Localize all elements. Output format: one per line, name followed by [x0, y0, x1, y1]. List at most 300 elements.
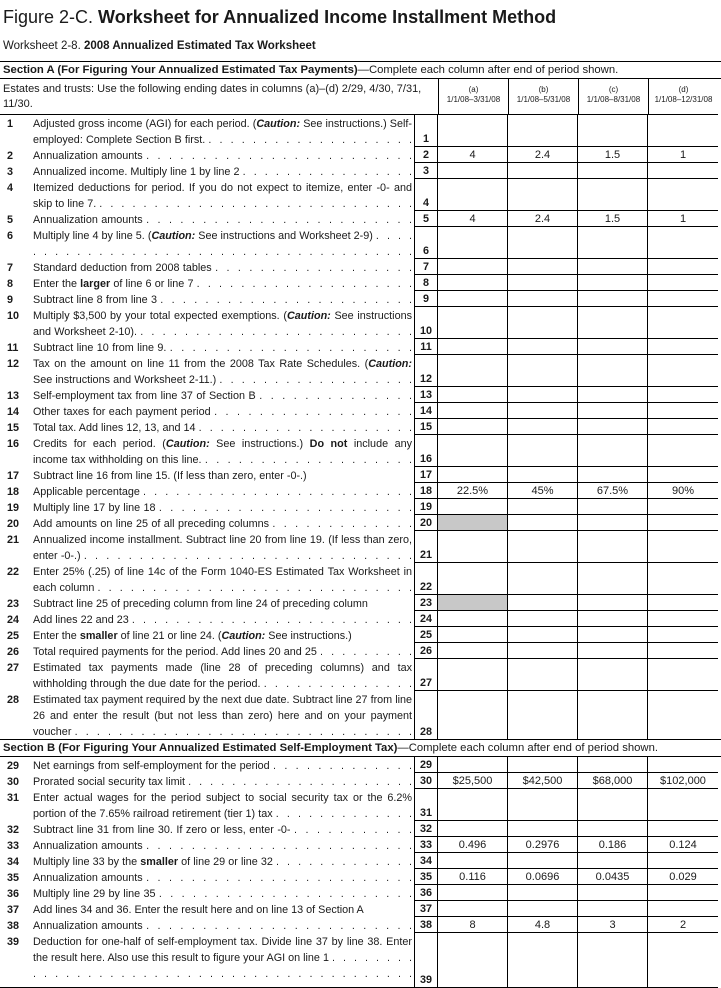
- column-letter: (d): [678, 85, 689, 94]
- value-cell-a: 0.116: [438, 869, 508, 885]
- line-description-cell: [0, 163, 414, 179]
- line-description: Estimated tax payments made (line 28 of preceding columns) and tax withholding through the due date for the period.: [33, 662, 412, 690]
- value-cell-d: [648, 387, 718, 403]
- value-cell-a: [438, 499, 508, 515]
- worksheet-row: [0, 885, 718, 901]
- line-number-cell: 22: [414, 563, 438, 595]
- value-cell-c: [578, 627, 648, 643]
- value-cell-c: [578, 275, 648, 291]
- column-period: 1/1/08–8/31/08: [586, 95, 641, 104]
- line-description: Itemized deductions for period. If you do not expect to itemize, enter -0- and skip to line 7.: [33, 182, 412, 210]
- value-cell-d: [648, 355, 718, 387]
- line-number: 33: [7, 840, 20, 852]
- line-number-cell: 1: [414, 115, 438, 147]
- value-cell-d: [648, 115, 718, 147]
- line-number: 6: [7, 230, 14, 242]
- line-description-cell: [0, 757, 414, 773]
- value-cell-a: [438, 307, 508, 339]
- worksheet-row: [0, 275, 718, 291]
- line-description: Multiply $3,500 by your total expected exemptions. (Caution: See instructions and Worksheet 2-10).: [33, 310, 412, 338]
- value-cell-a: [438, 757, 508, 773]
- column-letter: (b): [538, 85, 549, 94]
- line-description: Estimated tax payment required by the next due date. Subtract line 27 from line 26 and enter the result (but not less than zero) here and on your payment voucher: [33, 694, 412, 738]
- worksheet-row: [0, 163, 718, 179]
- value-cell-c: [578, 227, 648, 259]
- line-description-cell: [0, 515, 414, 531]
- line-number-cell: 28: [414, 691, 438, 739]
- value-cell-a: $25,500: [438, 773, 508, 789]
- line-description: Multiply line 4 by line 5. (Caution: See instructions and Worksheet 2-9): [33, 230, 373, 242]
- section-a-header: [0, 61, 721, 79]
- figure-label: Figure 2-C.: [3, 7, 94, 27]
- value-cell-a: [438, 419, 508, 435]
- line-number-cell: 24: [414, 611, 438, 627]
- line-number: 20: [7, 518, 20, 530]
- value-cell-d: [648, 821, 718, 837]
- table-header-row: [0, 79, 718, 115]
- line-number-cell: 9: [414, 291, 438, 307]
- line-number-cell: 21: [414, 531, 438, 563]
- value-cell-c: [578, 179, 648, 211]
- value-cell-c: $68,000: [578, 773, 648, 789]
- column-letter: (a): [468, 85, 479, 94]
- worksheet-row: [0, 691, 718, 739]
- value-cell-d: 90%: [648, 483, 718, 499]
- line-description: Subtract line 25 of preceding column from line 24 of preceding column: [33, 598, 368, 610]
- line-number: 38: [7, 920, 20, 932]
- column-letter: (c): [608, 85, 619, 94]
- section-b-header: [0, 739, 721, 757]
- column-period: 1/1/08–5/31/08: [516, 95, 571, 104]
- line-description: Subtract line 16 from line 15. (If less than zero, enter -0-.): [33, 470, 307, 482]
- line-description-cell: [0, 853, 414, 869]
- value-cell-c: [578, 291, 648, 307]
- worksheet-row: [0, 147, 718, 163]
- line-number-cell: 5: [414, 211, 438, 227]
- column-header-a: [438, 79, 508, 115]
- value-cell-c: [578, 885, 648, 901]
- value-cell-d: [648, 627, 718, 643]
- line-description-cell: [0, 659, 414, 691]
- value-cell-b: [508, 595, 578, 611]
- line-description: Standard deduction from 2008 tables: [33, 262, 212, 274]
- value-cell-b: [508, 563, 578, 595]
- worksheet-row: [0, 643, 718, 659]
- worksheet-label: Worksheet 2-8.: [3, 40, 81, 52]
- figure-title-text: Worksheet for Annualized Income Installment Method: [98, 7, 557, 27]
- line-description-cell: [0, 291, 414, 307]
- value-cell-d: [648, 275, 718, 291]
- line-number-cell: 23: [414, 595, 438, 611]
- worksheet-row: [0, 917, 718, 933]
- section-b-subtitle: —Complete each column after end of period shown.: [397, 742, 658, 754]
- value-cell-a: [438, 467, 508, 483]
- value-cell-b: [508, 531, 578, 563]
- value-cell-a: [438, 821, 508, 837]
- line-number-cell: 13: [414, 387, 438, 403]
- value-cell-c: [578, 611, 648, 627]
- line-description: Enter actual wages for the period subject to social security tax or the 6.2% portion of the 7.65% railroad retirement (tier 1) tax: [33, 792, 412, 820]
- line-number-cell: 29: [414, 757, 438, 773]
- value-cell-b: [508, 163, 578, 179]
- value-cell-d: $102,000: [648, 773, 718, 789]
- value-cell-c: 0.0435: [578, 869, 648, 885]
- value-cell-c: [578, 853, 648, 869]
- worksheet-row: [0, 853, 718, 869]
- line-number-cell: 17: [414, 467, 438, 483]
- line-description-cell: [0, 419, 414, 435]
- line-number: 8: [7, 278, 14, 290]
- value-cell-d: [648, 419, 718, 435]
- value-cell-c: [578, 531, 648, 563]
- value-cell-a: 0.496: [438, 837, 508, 853]
- value-cell-b: [508, 115, 578, 147]
- value-cell-c: [578, 499, 648, 515]
- value-cell-c: [578, 467, 648, 483]
- value-cell-b: [508, 757, 578, 773]
- value-cell-d: [648, 515, 718, 531]
- value-cell-d: 0.029: [648, 869, 718, 885]
- value-cell-a: [438, 339, 508, 355]
- worksheet-row: [0, 115, 718, 147]
- worksheet-row: [0, 595, 718, 611]
- line-number: 17: [7, 470, 20, 482]
- line-number: 24: [7, 614, 20, 626]
- worksheet-row: [0, 659, 718, 691]
- value-cell-d: [648, 595, 718, 611]
- worksheet-row: [0, 627, 718, 643]
- line-description-cell: [0, 499, 414, 515]
- section-a-title: Section A (For Figuring Your Annualized Estimated Tax Payments): [3, 64, 358, 76]
- line-number: 39: [7, 936, 20, 948]
- value-cell-d: [648, 291, 718, 307]
- line-number: 31: [7, 792, 20, 804]
- value-cell-c: [578, 419, 648, 435]
- line-description-cell: [0, 901, 414, 917]
- value-cell-b: [508, 291, 578, 307]
- value-cell-d: 2: [648, 917, 718, 933]
- value-cell-d: [648, 499, 718, 515]
- line-number-cell: 6: [414, 227, 438, 259]
- line-description-cell: [0, 869, 414, 885]
- line-number: 4: [7, 182, 14, 194]
- worksheet-row: [0, 467, 718, 483]
- value-cell-c: [578, 307, 648, 339]
- line-description: Subtract line 8 from line 3: [33, 294, 157, 306]
- value-cell-a: [438, 163, 508, 179]
- value-cell-d: [648, 659, 718, 691]
- worksheet-row: [0, 499, 718, 515]
- value-cell-a: [438, 275, 508, 291]
- section-a-subtitle: —Complete each column after end of period shown.: [357, 64, 619, 76]
- value-cell-c: 3: [578, 917, 648, 933]
- worksheet-row: [0, 515, 718, 531]
- line-description: Subtract line 31 from line 30. If zero or less, enter -0-: [33, 824, 291, 836]
- line-number-cell: 7: [414, 259, 438, 275]
- line-description: Annualization amounts: [33, 872, 143, 884]
- value-cell-a: 4: [438, 147, 508, 163]
- line-number: 3: [7, 166, 14, 178]
- value-cell-d: [648, 853, 718, 869]
- value-cell-c: [578, 563, 648, 595]
- value-cell-b: [508, 821, 578, 837]
- value-cell-c: [578, 757, 648, 773]
- line-description: Multiply line 29 by line 35: [33, 888, 156, 900]
- line-description-cell: [0, 435, 414, 467]
- value-cell-d: [648, 227, 718, 259]
- line-description: Multiply line 33 by the smaller of line 29 or line 32: [33, 856, 273, 868]
- line-number-cell: 31: [414, 789, 438, 821]
- line-description-cell: [0, 467, 414, 483]
- line-description-cell: [0, 531, 414, 563]
- line-description-cell: [0, 147, 414, 163]
- value-cell-b: [508, 179, 578, 211]
- value-cell-b: [508, 435, 578, 467]
- line-number-cell: 4: [414, 179, 438, 211]
- value-cell-b: 45%: [508, 483, 578, 499]
- line-number-cell: 11: [414, 339, 438, 355]
- line-number-cell: 16: [414, 435, 438, 467]
- value-cell-a: 22.5%: [438, 483, 508, 499]
- line-number-cell: 8: [414, 275, 438, 291]
- line-number: 15: [7, 422, 20, 434]
- value-cell-d: 1: [648, 147, 718, 163]
- line-number: 22: [7, 566, 20, 578]
- line-number-cell: 39: [414, 933, 438, 987]
- value-cell-c: [578, 387, 648, 403]
- line-number: 9: [7, 294, 14, 306]
- line-description: Multiply line 17 by line 18: [33, 502, 156, 514]
- value-cell-b: [508, 789, 578, 821]
- line-number: 26: [7, 646, 20, 658]
- line-description-cell: [0, 611, 414, 627]
- line-description: Subtract line 10 from line 9.: [33, 342, 167, 354]
- line-description: Applicable percentage: [33, 486, 140, 498]
- value-cell-a: [438, 355, 508, 387]
- value-cell-a: [438, 611, 508, 627]
- value-cell-c: [578, 789, 648, 821]
- line-description-cell: [0, 773, 414, 789]
- worksheet-row: [0, 419, 718, 435]
- value-cell-c: [578, 163, 648, 179]
- value-cell-b: [508, 275, 578, 291]
- line-number-cell: 2: [414, 147, 438, 163]
- value-cell-d: 1: [648, 211, 718, 227]
- line-number-cell: 36: [414, 885, 438, 901]
- line-number: 21: [7, 534, 20, 546]
- line-number: 13: [7, 390, 20, 402]
- line-description-cell: [0, 355, 414, 387]
- line-description-cell: [0, 259, 414, 275]
- worksheet-row: [0, 387, 718, 403]
- value-cell-a: [438, 387, 508, 403]
- value-cell-b: [508, 259, 578, 275]
- line-description-cell: [0, 595, 414, 611]
- line-number-cell: 19: [414, 499, 438, 515]
- line-number-cell: 14: [414, 403, 438, 419]
- value-cell-a: [438, 179, 508, 211]
- line-description: Annualized income. Multiply line 1 by line 2: [33, 166, 240, 178]
- line-number: 36: [7, 888, 20, 900]
- value-cell-c: [578, 901, 648, 917]
- value-cell-a: [438, 853, 508, 869]
- value-cell-a: [438, 515, 508, 531]
- section-a-rows: [0, 115, 718, 739]
- line-description: Net earnings from self-employment for the period: [33, 760, 270, 772]
- value-cell-b: [508, 355, 578, 387]
- line-description-cell: [0, 339, 414, 355]
- line-description-cell: [0, 563, 414, 595]
- value-cell-a: [438, 291, 508, 307]
- column-header-c: [578, 79, 648, 115]
- value-cell-b: [508, 403, 578, 419]
- line-number: 29: [7, 760, 20, 772]
- value-cell-b: [508, 885, 578, 901]
- line-description: Self-employment tax from line 37 of Section B: [33, 390, 256, 402]
- value-cell-d: [648, 403, 718, 419]
- value-cell-b: [508, 691, 578, 739]
- line-number: 28: [7, 694, 20, 706]
- line-description: Add amounts on line 25 of all preceding columns: [33, 518, 269, 530]
- worksheet-row: [0, 179, 718, 211]
- value-cell-c: [578, 115, 648, 147]
- line-description-cell: [0, 307, 414, 339]
- value-cell-b: [508, 499, 578, 515]
- line-description-cell: [0, 483, 414, 499]
- value-cell-a: [438, 115, 508, 147]
- estates-note: Estates and trusts: Use the following ending dates in columns (a)–(d) 2/29, 4/30, 7/31, 11/30.: [0, 79, 438, 115]
- value-cell-b: [508, 307, 578, 339]
- line-description: Add lines 34 and 36. Enter the result here and on line 13 of Section A: [33, 904, 364, 916]
- line-description: Annualization amounts: [33, 150, 143, 162]
- line-description-cell: [0, 227, 414, 259]
- worksheet-row: [0, 837, 718, 853]
- line-description: Tax on the amount on line 11 from the 2008 Tax Rate Schedules. (Caution: See instructions and Worksheet 2-11.): [33, 358, 412, 386]
- value-cell-c: [578, 595, 648, 611]
- line-number-cell: 3: [414, 163, 438, 179]
- value-cell-d: [648, 531, 718, 563]
- line-number: 23: [7, 598, 20, 610]
- line-description: Total required payments for the period. Add lines 20 and 25: [33, 646, 317, 658]
- value-cell-a: 4: [438, 211, 508, 227]
- value-cell-b: 0.2976: [508, 837, 578, 853]
- value-cell-d: [648, 467, 718, 483]
- line-description: Deduction for one-half of self-employment tax. Divide line 37 by line 38. Enter the result here. Also use this result to figure your AGI on line 1: [33, 936, 412, 964]
- value-cell-b: [508, 339, 578, 355]
- value-cell-d: [648, 643, 718, 659]
- line-number: 2: [7, 150, 14, 162]
- value-cell-c: 67.5%: [578, 483, 648, 499]
- value-cell-c: [578, 403, 648, 419]
- line-number: 14: [7, 406, 20, 418]
- value-cell-c: [578, 659, 648, 691]
- column-header-b: [508, 79, 578, 115]
- value-cell-d: 0.124: [648, 837, 718, 853]
- line-number: 34: [7, 856, 20, 868]
- value-cell-c: [578, 691, 648, 739]
- value-cell-a: [438, 901, 508, 917]
- line-description-cell: [0, 821, 414, 837]
- worksheet-row: [0, 611, 718, 627]
- line-number-cell: 37: [414, 901, 438, 917]
- line-number-cell: 15: [414, 419, 438, 435]
- value-cell-a: [438, 627, 508, 643]
- line-description: Annualized income installment. Subtract line 20 from line 19. (If less than zero, enter -0-.): [33, 534, 412, 562]
- line-number-cell: 38: [414, 917, 438, 933]
- line-number: 12: [7, 358, 20, 370]
- worksheet-row: [0, 789, 718, 821]
- value-cell-b: 2.4: [508, 147, 578, 163]
- value-cell-c: 0.186: [578, 837, 648, 853]
- value-cell-d: [648, 259, 718, 275]
- line-number-cell: 12: [414, 355, 438, 387]
- value-cell-a: [438, 691, 508, 739]
- value-cell-b: [508, 515, 578, 531]
- line-description: Enter the larger of line 6 or line 7: [33, 278, 194, 290]
- value-cell-d: [648, 885, 718, 901]
- line-number-cell: 10: [414, 307, 438, 339]
- worksheet-row: [0, 773, 718, 789]
- line-number-cell: 34: [414, 853, 438, 869]
- line-number: 11: [7, 342, 19, 354]
- line-number: 5: [7, 214, 14, 226]
- value-cell-b: [508, 419, 578, 435]
- line-description-cell: [0, 691, 414, 739]
- line-description-cell: [0, 179, 414, 211]
- line-number: 7: [7, 262, 14, 274]
- value-cell-d: [648, 789, 718, 821]
- value-cell-c: 1.5: [578, 147, 648, 163]
- figure-title: [0, 5, 721, 28]
- line-number-cell: 33: [414, 837, 438, 853]
- line-description: Adjusted gross income (AGI) for each period. (Caution: See instructions.) Self-employed: Complete Section B first.: [33, 118, 412, 146]
- line-description: Prorated social security tax limit: [33, 776, 185, 788]
- value-cell-b: [508, 853, 578, 869]
- worksheet-row: [0, 291, 718, 307]
- worksheet-title-text: 2008 Annualized Estimated Tax Worksheet: [83, 40, 316, 52]
- value-cell-d: [648, 611, 718, 627]
- line-number: 25: [7, 630, 20, 642]
- value-cell-d: [648, 691, 718, 739]
- line-description-cell: [0, 387, 414, 403]
- line-number: 19: [7, 502, 20, 514]
- line-number-cell: 25: [414, 627, 438, 643]
- line-number: 10: [7, 310, 20, 322]
- line-description: Annualization amounts: [33, 920, 143, 932]
- value-cell-c: 1.5: [578, 211, 648, 227]
- line-description: Annualization amounts: [33, 214, 143, 226]
- value-cell-b: [508, 387, 578, 403]
- line-description: Enter 25% (.25) of line 14c of the Form 1040-ES Estimated Tax Worksheet in each column: [33, 566, 412, 594]
- line-description-cell: [0, 917, 414, 933]
- value-cell-c: [578, 821, 648, 837]
- worksheet-row: [0, 483, 718, 499]
- line-number: 35: [7, 872, 20, 884]
- section-b-title: Section B (For Figuring Your Annualized Estimated Self-Employment Tax): [3, 742, 398, 754]
- line-number: 37: [7, 904, 20, 916]
- line-description-cell: [0, 211, 414, 227]
- line-number: 27: [7, 662, 20, 674]
- value-cell-d: [648, 179, 718, 211]
- value-cell-a: [438, 789, 508, 821]
- value-cell-b: [508, 627, 578, 643]
- line-description-cell: [0, 837, 414, 853]
- worksheet-row: [0, 339, 718, 355]
- line-number: 18: [7, 486, 20, 498]
- value-cell-a: [438, 643, 508, 659]
- line-description: Credits for each period. (Caution: See instructions.) Do not include any income tax withholding on this line.: [33, 438, 412, 466]
- value-cell-b: 4.8: [508, 917, 578, 933]
